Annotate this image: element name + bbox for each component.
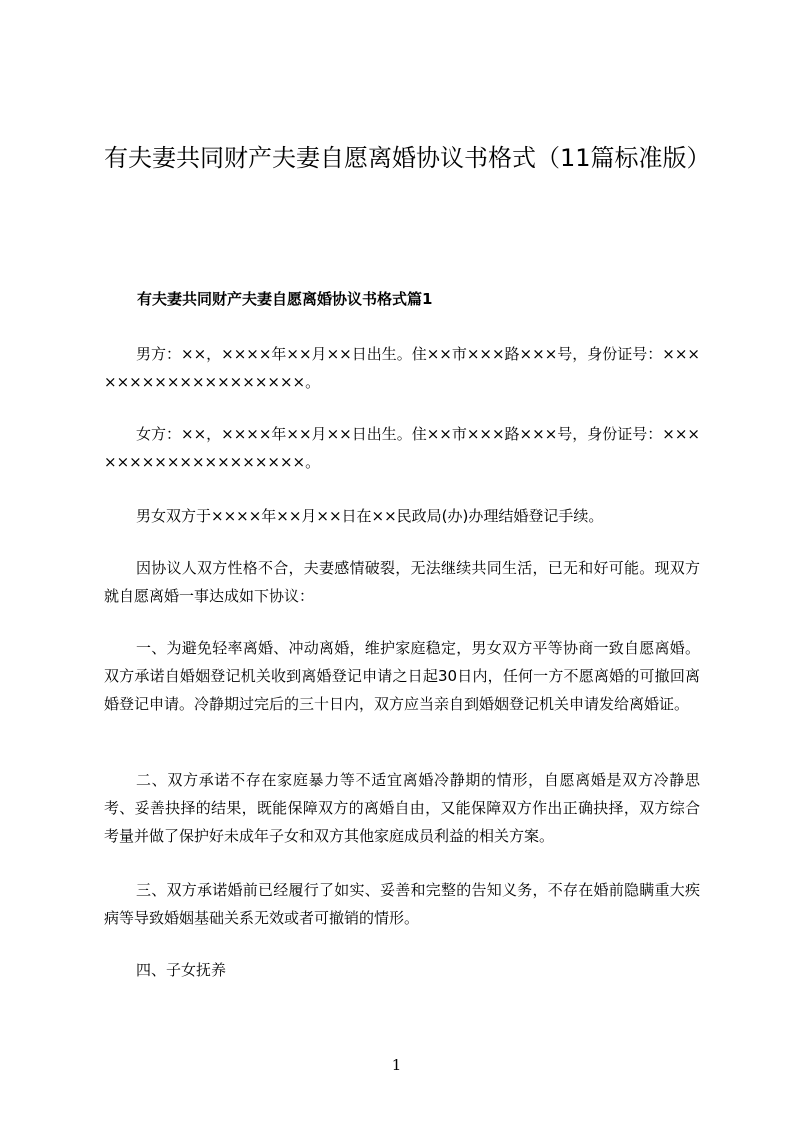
paragraph-clause-3: 三、双方承诺婚前已经履行了如实、妥善和完整的告知义务，不存在婚前隐瞒重大疾病等导致婚姻基础关系无效或者可撤销的情形。 bbox=[104, 881, 700, 927]
paragraph-clause-1: 一、为避免轻率离婚、冲动离婚，维护家庭稳定，男女双方平等协商一致自愿离婚。双方承诺自婚姻登记机关收到离婚登记申请之日起30日内，任何一方不愿离婚的可撤回离婚登记申请。冷静期过完后的三十日内，双方应当亲自到婚姻登记机关申请发给离婚证。 bbox=[104, 639, 700, 713]
paragraph-male-party: 男方：××，××××年××月××日出生。住××市×××路×××号，身份证号：×××××××××××××××××××。 bbox=[104, 345, 700, 391]
document-title: 有夫妻共同财产夫妻自愿离婚协议书格式（11篇标准版） bbox=[104, 144, 711, 172]
page-number: 1 bbox=[391, 1056, 402, 1074]
paragraph-female-party: 女方：××，××××年××月××日出生。住××市×××路×××号，身份证号：×××××××××××××××××××。 bbox=[104, 425, 700, 471]
section-heading: 有夫妻共同财产夫妻自愿离婚协议书格式篇1 bbox=[137, 290, 433, 308]
paragraph-divorce-reason: 因协议人双方性格不合，夫妻感情破裂，无法继续共同生活，已无和好可能。现双方就自愿离婚一事达成如下协议： bbox=[104, 559, 700, 605]
paragraph-clause-2: 二、双方承诺不存在家庭暴力等不适宜离婚冷静期的情形，自愿离婚是双方冷静思考、妥善抉择的结果，既能保障双方的离婚自由，又能保障双方作出正确抉择，双方综合考量并做了保护好未成年子女和双方其他家庭成员利益的相关方案。 bbox=[104, 771, 700, 845]
paragraph-clause-4-heading: 四、子女抚养 bbox=[136, 961, 227, 979]
paragraph-marriage-registration: 男女双方于××××年××月××日在××民政局(办)办理结婚登记手续。 bbox=[136, 507, 604, 525]
